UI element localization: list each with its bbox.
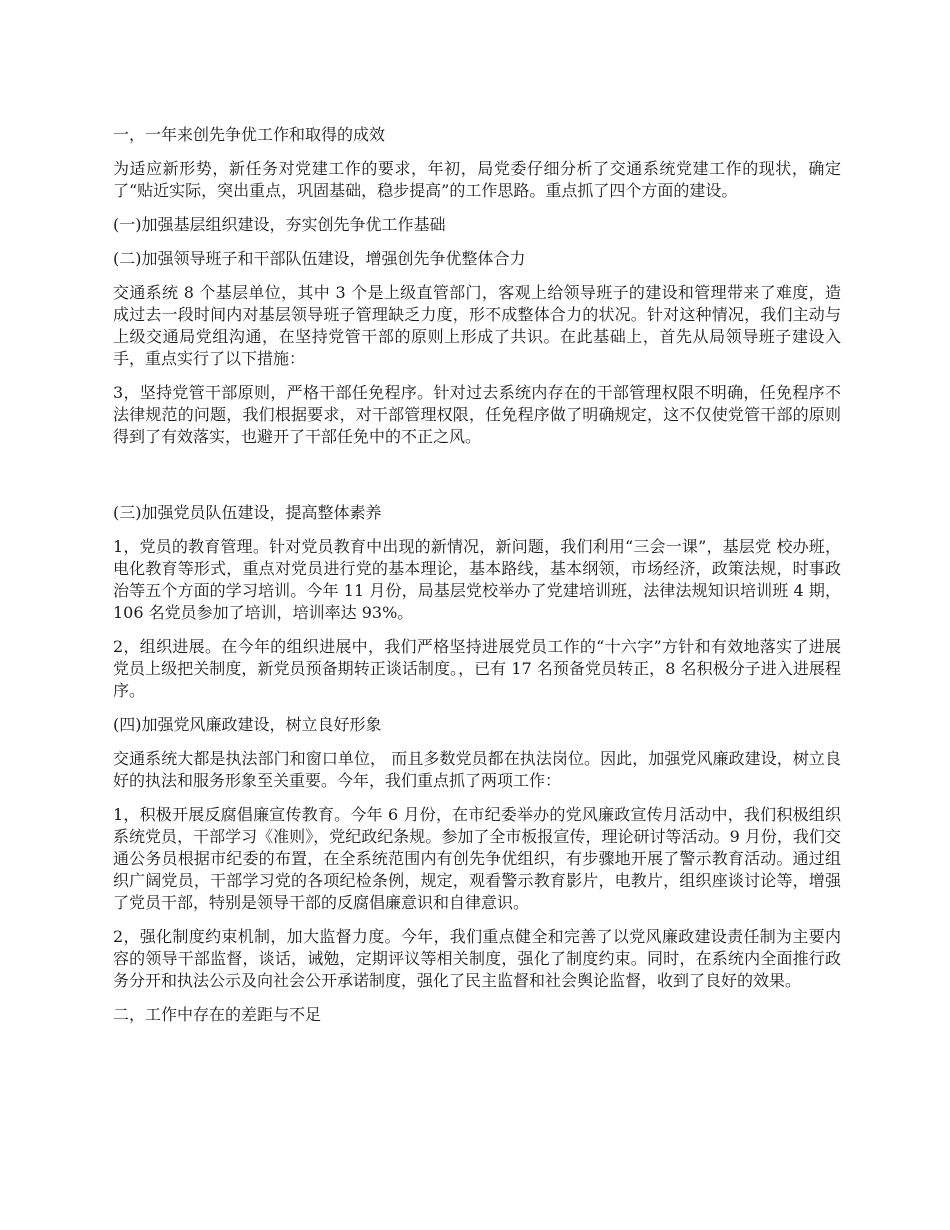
body-paragraph: 交通系统 8 个基层单位，其中 3 个是上级直管部门，客观上给领导班子的建设和管理带来了难度，造成过去一段时间内对基层领导班子管理缺乏力度，形不成整体合力的状况。针对这种情况，我们主动与上级交通局党组沟通，在坚持党管干部的原则上形成了共识。在此基础上，首先从局领导班子建设入手，重点实行了以下措施： (113, 283, 841, 368)
body-paragraph: 交通系统大都是执法部门和窗口单位， 而且多数党员都在执法岗位。因此，加强党风廉政建设，树立良好的执法和服务形象至关重要。今年，我们重点抓了两项工作： (113, 749, 841, 790)
subheading-2: (二)加强领导班子和干部队伍建设，增强创先争优整体合力 (113, 249, 526, 268)
subheading-3: (三)加强党员队伍建设，提高整体素养 (113, 503, 382, 522)
body-paragraph: 1，积极开展反腐倡廉宣传教育。今年 6 月份，在市纪委举办的党风廉政宣传月活动中，我们积极组织系统党员，干部学习《准则》，党纪政纪条规。参加了全市板报宣传，理论研讨等活动。9 月份，我们交通公务员根据市纪委的布置，在全系统范围内有创先争优组织，有步骤地开展了警示教育活动。通过组织广阔党员，干部学习党的各项纪检条例，规定，观看警示教育影片，电教片，组织座谈讨论等，增强了党员干部，特别是领导干部的反腐倡廉意识和自律意识。 (113, 805, 841, 912)
body-paragraph: 2，强化制度约束机制，加大监督力度。今年，我们重点健全和完善了以党风廉政建设责任制为主要内容的领导干部监督，谈话，诫勉，定期评议等相关制度，强化了制度约束。同时，在系统内全面推行政务分开和执法公示及向社会公开承诺制度，强化了民主监督和社会舆论监督，收到了良好的效果。 (113, 927, 841, 990)
body-paragraph: 2，组织进展。在今年的组织进展中，我们严格坚持进展党员工作的“十六字”方针和有效地落实了进展党员上级把关制度，新党员预备期转正谈话制度。，已有 17 名预备党员转正，8 名积极分子进入进展程序。 (113, 637, 841, 700)
section-heading-1: 一，一年来创先争优工作和取得的成效 (113, 125, 386, 144)
section-heading-2: 二，工作中存在的差距与不足 (113, 1005, 322, 1024)
subheading-1: (一)加强基层组织建设，夯实创先争优工作基础 (113, 215, 446, 234)
subheading-4: (四)加强党风廉政建设，树立良好形象 (113, 715, 382, 734)
body-paragraph: 1，党员的教育管理。针对党员教育中出现的新情况，新问题，我们利用“三会一课”，基层党 校办班，电化教育等形式，重点对党员进行党的基本理论，基本路线，基本纲领，市场经济，政策法规，时事政治等五个方面的学习培训。今年 11 月份，局基层党校举办了党建培训班，法律法规知识培训班 4 期，106 名党员参加了培训，培训率达 93%。 (113, 537, 841, 622)
document-body (113, 124, 841, 1038)
body-paragraph: 3，坚持党管干部原则，严格干部任免程序。针对过去系统内存在的干部管理权限不明确，任免程序不法律规范的问题，我们根据要求，对干部管理权限，任免程序做了明确规定，这不仅使党管干部的原则得到了有效落实，也避开了干部任免中的不正之风。 (113, 383, 841, 446)
intro-paragraph: 为适应新形势，新任务对党建工作的要求，年初，局党委仔细分析了交通系统党建工作的现状，确定了“贴近实际，突出重点，巩固基础，稳步提高”的工作思路。重点抓了四个方面的建设。 (113, 159, 841, 200)
